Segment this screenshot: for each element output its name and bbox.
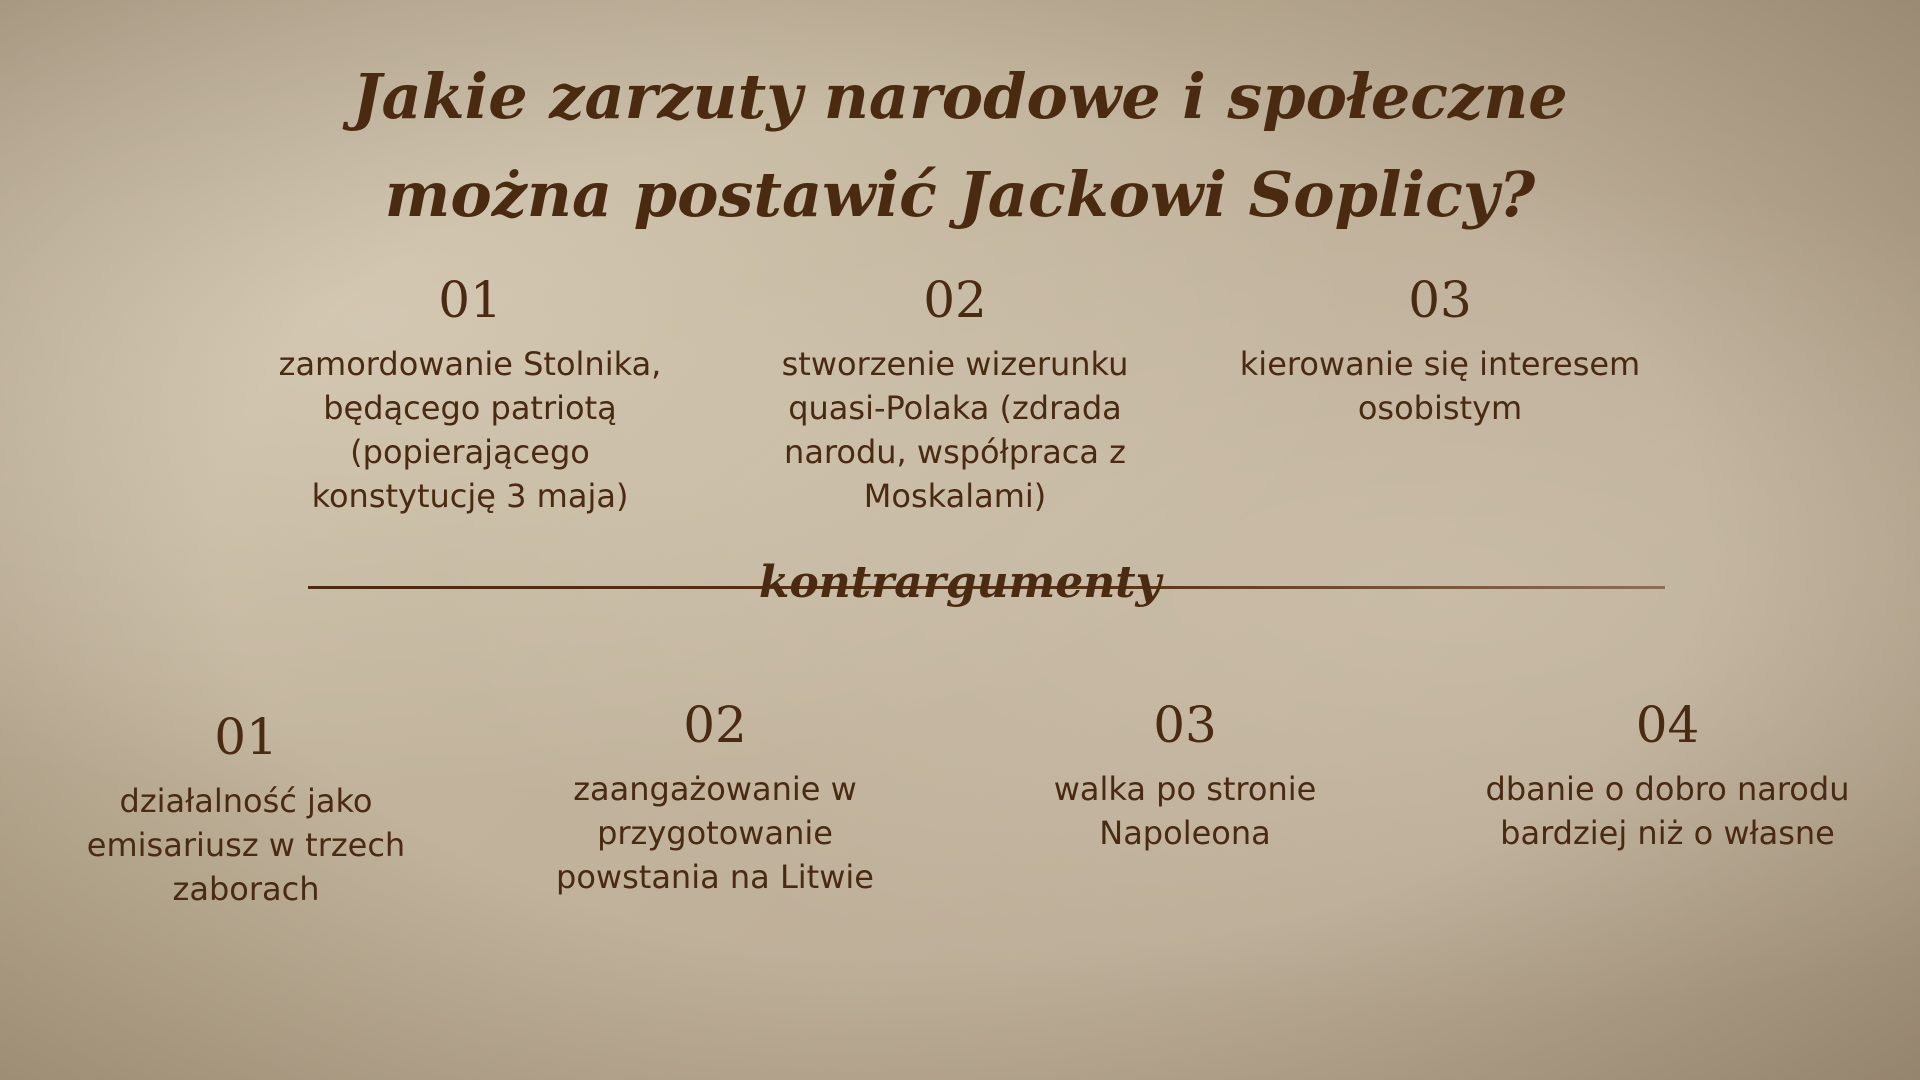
divider-label: kontrargumenty (758, 557, 1162, 608)
charge-text: zamordowanie Stolnika, będącego patriotą (popierającego konstytucję 3 maja) (278, 345, 662, 515)
title-line-2: można postawić Jackowi Soplicy? (384, 158, 1536, 231)
charge-item-2 (755, 270, 1155, 518)
slide-title (0, 48, 1920, 244)
counterargument-number: 04 (1635, 696, 1700, 754)
counterargument-number: 02 (683, 696, 747, 754)
counterargument-item-1 (70, 707, 422, 911)
charge-number: 03 (1408, 271, 1472, 329)
counterargument-item-3 (1020, 695, 1350, 855)
charge-item-3 (1220, 270, 1660, 430)
counterargument-text: dbanie o dobro narodu bardziej niż o własne (1485, 770, 1850, 852)
counterargument-number: 01 (214, 708, 278, 766)
counterargument-item-2 (535, 695, 895, 899)
counterargument-item-4 (1455, 695, 1880, 855)
counterargument-text: działalność jako emisariusz w trzech zaborach (86, 782, 406, 908)
charge-number: 02 (923, 271, 987, 329)
charge-number: 01 (438, 271, 502, 329)
counterargument-text: walka po stronie Napoleona (1053, 770, 1317, 852)
charge-text: kierowanie się interesem osobistym (1239, 345, 1641, 427)
charge-text: stworzenie wizerunku quasi-Polaka (zdrada narodu, współpraca z Moskalami) (781, 345, 1129, 515)
counterargument-text: zaangażowanie w przygotowanie powstania na Litwie (556, 770, 874, 896)
counterargument-number: 03 (1153, 696, 1217, 754)
charge-item-1 (260, 270, 680, 518)
title-line-1: Jakie zarzuty narodowe i społeczne (352, 60, 1568, 133)
